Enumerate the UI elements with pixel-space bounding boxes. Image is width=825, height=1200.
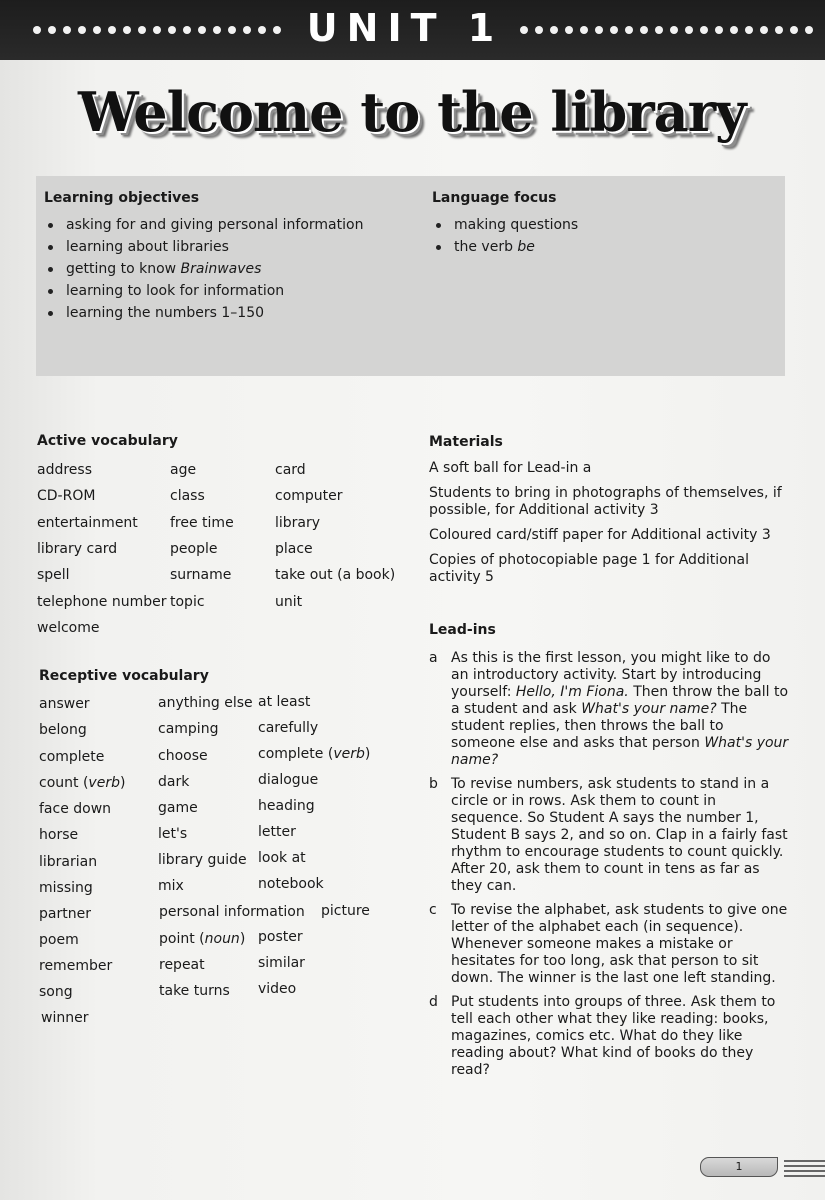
vocab-word: age	[170, 462, 197, 478]
vocab-word: take out (a book)	[275, 567, 396, 583]
vocab-word: partner	[39, 906, 91, 922]
vocab-word: place	[275, 541, 313, 557]
vocab-word: class	[170, 488, 205, 504]
materials-item: Coloured card/stiff paper for Additional activity 3	[429, 527, 771, 543]
learning-objectives	[44, 190, 363, 324]
vocab-word: library card	[37, 541, 118, 557]
vocab-word: people	[170, 541, 218, 557]
vocab-word: complete (verb)	[258, 746, 371, 762]
vocab-word: library guide	[158, 852, 247, 868]
leadin-item-c	[429, 902, 789, 987]
vocab-word: topic	[170, 594, 205, 610]
leadin-item-a: a As this is the first lesson, you might like to do an introductory activity. Start by introducing yourself: Hello, I'm Fiona. Then throw the ball to a student and ask What's your name? The student replies, then throws the ball to someone else and asks that person What's your name?	[429, 650, 789, 768]
materials-item: Students to bring in photographs of themselves, if possible, for Additional activity 3	[429, 485, 782, 518]
active-vocabulary	[37, 433, 417, 643]
vocab-word: choose	[158, 748, 208, 764]
leadin-text: To revise numbers, ask students to stand in a circle or in rows. Ask them to count in sequence. So Student A says the number 1, Student B says 2, and so on. Clap in a fairly fast rhythm to encourage students to count quickly. After 20, ask them to count in tens as far as they can.	[451, 776, 788, 894]
learning-objectives-heading: Learning objectives	[44, 190, 200, 206]
vocab-word: poem	[39, 932, 79, 948]
vocab-word: similar	[258, 955, 305, 971]
vocab-word: librarian	[39, 854, 98, 870]
focus-item: the verb be	[432, 236, 578, 258]
vocab-word: surname	[170, 567, 232, 583]
leadin-letter: b	[429, 776, 438, 792]
vocab-word: remember	[39, 958, 113, 974]
vocab-word: belong	[39, 722, 87, 738]
unit-banner	[0, 0, 825, 60]
vocab-word: at least	[258, 694, 311, 710]
banner-dots-right	[520, 24, 820, 36]
objective-item: getting to know Brainwaves	[44, 258, 363, 280]
vocab-word: welcome	[37, 620, 100, 636]
vocab-word: repeat	[159, 957, 205, 973]
decorative-lines	[784, 1160, 825, 1180]
vocab-word: complete	[39, 749, 105, 765]
objective-item: learning the numbers 1–150	[44, 302, 363, 324]
materials-item: A soft ball for Lead-in a	[429, 460, 592, 476]
vocab-word: answer	[39, 696, 90, 712]
vocab-word: let's	[158, 826, 188, 842]
focus-item: making questions	[432, 214, 578, 236]
objective-item: learning about libraries	[44, 236, 363, 258]
vocab-word: unit	[275, 594, 303, 610]
leadin-item-b	[429, 776, 789, 895]
vocab-word: picture	[321, 903, 370, 919]
leadin-text: Put students into groups of three. Ask them to tell each other what they like reading: books, magazines, comics etc. What do they like reading about? What kind of books do they read?	[451, 994, 776, 1078]
vocab-word: poster	[258, 929, 303, 945]
banner-dots-left	[33, 24, 288, 36]
vocab-word: take turns	[159, 983, 230, 999]
vocab-word: winner	[41, 1010, 89, 1026]
vocab-word: carefully	[258, 720, 319, 736]
vocab-word: point (noun)	[159, 931, 246, 947]
vocab-word: address	[37, 462, 93, 478]
vocab-word: spell	[37, 567, 70, 583]
language-focus	[432, 190, 578, 258]
page-title: Welcome to the library	[78, 80, 746, 144]
vocab-word: card	[275, 462, 306, 478]
language-focus-heading: Language focus	[432, 190, 557, 206]
vocab-word: telephone number	[37, 594, 167, 610]
vocab-word: entertainment	[37, 515, 138, 531]
vocab-word: dark	[158, 774, 190, 790]
active-vocabulary-heading: Active vocabulary	[37, 433, 178, 449]
leadin-letter: a	[429, 650, 438, 666]
vocab-word: song	[39, 984, 73, 1000]
vocab-word: anything else	[158, 695, 253, 711]
receptive-vocabulary	[39, 668, 419, 1038]
vocab-word: horse	[39, 827, 79, 843]
vocab-word: heading	[258, 798, 315, 814]
vocab-word: personal information	[159, 904, 305, 920]
objective-item: learning to look for information	[44, 280, 363, 302]
vocab-word: computer	[275, 488, 343, 504]
materials-item: Copies of photocopiable page 1 for Additional activity 5	[429, 552, 750, 585]
vocab-word: look at	[258, 850, 306, 866]
vocab-word: library	[275, 515, 321, 531]
leadin-letter: d	[429, 994, 438, 1010]
vocab-word: missing	[39, 880, 93, 896]
leadin-text: To revise the alphabet, ask students to give one letter of the alphabet each (in sequence). Whenever someone makes a mistake or hesitates for too long, ask that person to sit down. The winner is the last one left standing.	[451, 902, 788, 986]
unit-title: UNIT 1	[306, 6, 504, 50]
vocab-word: count (verb)	[39, 775, 126, 791]
focus-emphasis: be	[517, 239, 535, 255]
vocab-word: mix	[158, 878, 184, 894]
vocab-word: dialogue	[258, 772, 319, 788]
receptive-vocabulary-heading: Receptive vocabulary	[39, 668, 209, 684]
vocab-word: camping	[158, 721, 219, 737]
materials-heading: Materials	[429, 434, 503, 450]
leadin-letter: c	[429, 902, 437, 918]
vocab-word: notebook	[258, 876, 324, 892]
page-number: 1	[700, 1157, 778, 1177]
leadins-section	[429, 622, 789, 1086]
vocab-word: free time	[170, 515, 234, 531]
materials-section	[429, 434, 789, 594]
vocab-word: CD-ROM	[37, 488, 96, 504]
objective-emphasis: Brainwaves	[180, 261, 262, 277]
vocab-word: letter	[258, 824, 296, 840]
leadins-heading: Lead-ins	[429, 622, 496, 638]
objective-item: asking for and giving personal information	[44, 214, 363, 236]
vocab-word: game	[158, 800, 198, 816]
vocab-word: face down	[39, 801, 112, 817]
objectives-box	[36, 176, 785, 376]
leadin-item-d	[429, 994, 789, 1079]
vocab-word: video	[258, 981, 297, 997]
